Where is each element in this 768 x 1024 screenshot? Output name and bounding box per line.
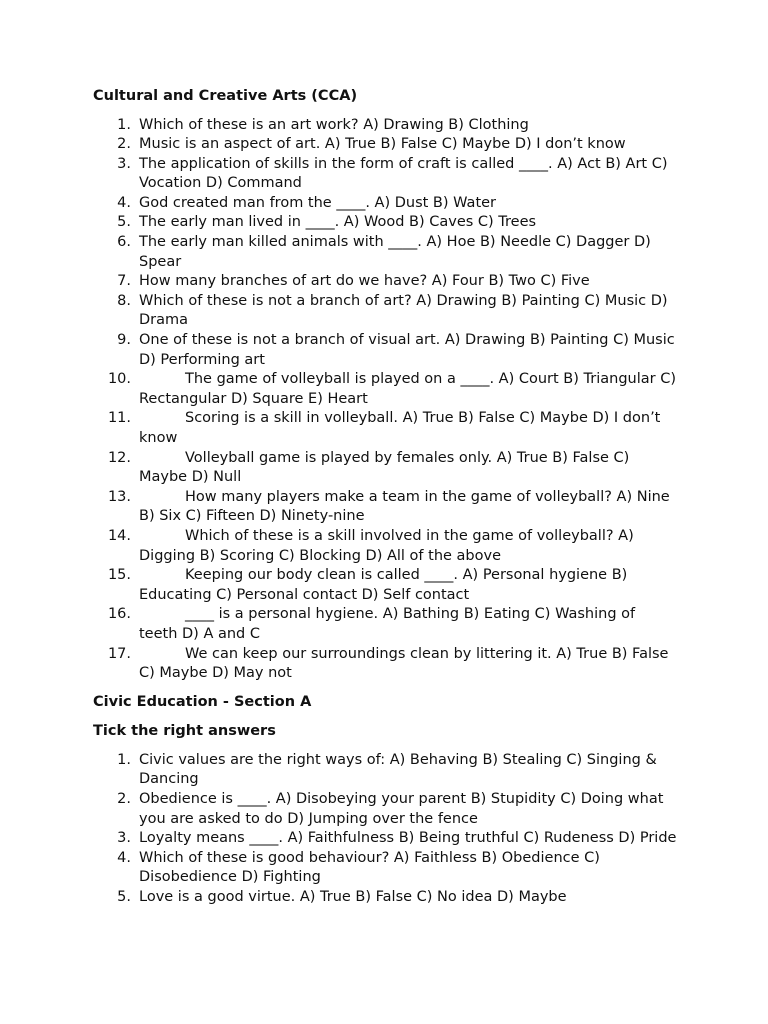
question-item	[93, 292, 678, 331]
question-text: Love is a good virtue. A) True B) False C) No idea D) Maybe	[139, 888, 567, 905]
question-item	[93, 233, 678, 272]
question-text: Which of these is not a branch of art? A) Drawing B) Painting C) Music D) Drama	[139, 292, 668, 329]
question-text: Music is an aspect of art. A) True B) False C) Maybe D) I don’t know	[139, 136, 626, 153]
question-item	[93, 194, 678, 214]
question-number: 3.	[117, 155, 131, 172]
question-text: Which of these is a skill involved in the game of volleyball? A) Digging B) Scoring C) Blocking D) All of the above	[139, 527, 634, 564]
question-number: 4.	[117, 194, 131, 211]
question-list-civic	[93, 751, 678, 908]
question-item	[93, 272, 678, 292]
question-text: We can keep our surroundings clean by littering it. A) True B) False C) Maybe D) May not	[139, 645, 669, 682]
question-number: 12.	[107, 449, 131, 466]
question-text: How many branches of art do we have? A) Four B) Two C) Five	[139, 273, 590, 290]
question-number: 4.	[117, 849, 131, 866]
question-text: Obedience is ____. A) Disobeying your parent B) Stupidity C) Doing what you are asked to do D) Jumping over the fence	[139, 790, 664, 827]
question-text: The application of skills in the form of craft is called ____. A) Act B) Art C) Vocation D) Command	[139, 155, 668, 192]
question-text: Scoring is a skill in volleyball. A) True B) False C) Maybe D) I don’t know	[139, 410, 661, 446]
question-text: How many players make a team in the game of volleyball? A) Nine B) Six C) Fifteen D) Ninety-nine	[139, 488, 670, 525]
question-number: 9.	[117, 332, 131, 349]
question-text: God created man from the ____. A) Dust B) Water	[139, 194, 497, 211]
question-text: Which of these is good behaviour? A) Faithless B) Obedience C) Disobedience D) Fighting	[139, 849, 600, 886]
question-item	[93, 527, 678, 566]
question-number: 1.	[117, 751, 131, 768]
question-text: The early man lived in ____. A) Wood B) Caves C) Trees	[139, 214, 537, 231]
question-list-cca	[93, 116, 678, 684]
question-number: 5.	[117, 214, 131, 231]
question-text: Volleyball game is played by females only. A) True B) False C) Maybe D) Null	[139, 449, 630, 486]
section-title-civic: Civic Education - Section A	[93, 693, 312, 710]
question-text: ____ is a personal hygiene. A) Bathing B) Eating C) Washing of teeth D) A and C	[139, 606, 636, 642]
question-item	[93, 213, 678, 233]
question-number: 15.	[107, 567, 131, 584]
question-text: Which of these is an art work? A) Drawing B) Clothing	[139, 116, 529, 133]
question-text: Loyalty means ____. A) Faithfulness B) Being truthful C) Rudeness D) Pride	[139, 830, 677, 847]
question-item	[93, 888, 678, 908]
question-text: One of these is not a branch of visual art. A) Drawing B) Painting C) Music D) Performing art	[139, 332, 675, 368]
question-text: The game of volleyball is played on a ____. A) Court B) Triangular C) Rectangular D) Square E) Heart	[139, 371, 676, 407]
question-number: 14.	[107, 527, 131, 544]
question-item	[93, 370, 678, 409]
question-number: 5.	[117, 888, 131, 905]
section-title-cca: Cultural and Creative Arts (CCA)	[93, 88, 358, 104]
question-text: Keeping our body clean is called ____. A) Personal hygiene B) Educating C) Personal contact D) Self contact	[139, 567, 628, 603]
question-item	[93, 751, 678, 790]
question-number: 6.	[117, 234, 131, 251]
question-item	[93, 135, 678, 155]
question-item	[93, 790, 678, 829]
question-number: 10.	[107, 371, 131, 388]
question-number: 3.	[117, 830, 131, 847]
question-item	[93, 488, 678, 527]
question-item	[93, 605, 678, 644]
question-number: 1.	[117, 116, 131, 133]
question-item	[93, 449, 678, 488]
question-item	[93, 331, 678, 370]
question-item	[93, 116, 678, 136]
question-number: 7.	[117, 273, 131, 290]
question-item	[93, 849, 678, 888]
question-number: 11.	[107, 410, 131, 427]
question-number: 16.	[107, 606, 131, 623]
question-item	[93, 645, 678, 684]
question-number: 17.	[107, 645, 131, 662]
question-item	[93, 566, 678, 605]
section-subtitle-civic: Tick the right answers	[93, 723, 276, 740]
question-number: 2.	[117, 790, 131, 807]
question-text: The early man killed animals with ____. A) Hoe B) Needle C) Dagger D) Spear	[139, 234, 651, 270]
question-number: 8.	[117, 292, 131, 309]
question-number: 13.	[107, 488, 131, 505]
question-number: 2.	[117, 136, 131, 153]
question-item	[93, 155, 678, 194]
question-item	[93, 409, 678, 448]
question-item	[93, 829, 678, 849]
question-text: Civic values are the right ways of: A) Behaving B) Stealing C) Singing & Dancing	[139, 751, 657, 788]
